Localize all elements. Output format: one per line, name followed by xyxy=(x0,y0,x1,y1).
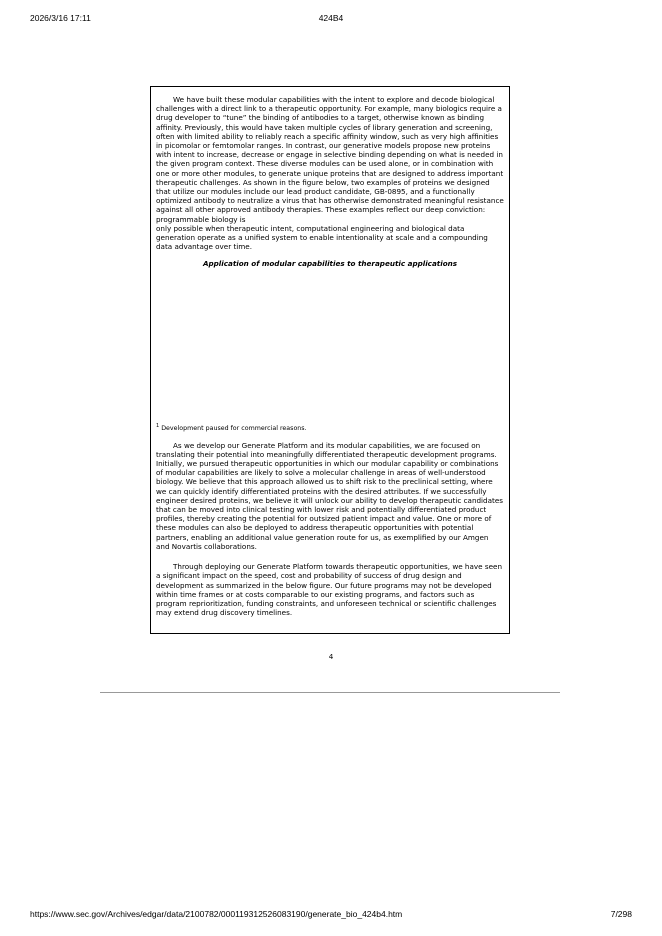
document-content-frame xyxy=(150,86,510,634)
figure-caption: Application of modular capabilities to therapeutic applications xyxy=(202,259,458,269)
footnote-text: Development paused for commercial reasons. xyxy=(161,424,307,432)
paragraph-generate-platform: As we develop our Generate Platform and its modular capabilities, we are focused on translating their potential into meaningfully differentiated therapeutic development programs. Initially, we pursued therapeutic opportunities in which our modular capability or combinations of modular capabilities are likely to solve a molecular challenge in areas of well-understood biology. We believe that this approach allowed us to shift risk to the preclinical setting, where we can quickly identify differentiated proteins with the desired attributes. If we successfully engineer desired proteins, we believe it will unlock our ability to develop therapeutic candidates that can be moved into clinical testing with lower risk and potentially differentiated product profiles, thereby creating the potential for outsized patient impact and value. One or more of these modules can also be deployed to address therapeutic opportunities with potential partners, enabling an additional value generation route for us, as exemplified by our Amgen and Novartis collaborations. xyxy=(156,440,504,551)
print-doc-title: 424B4 xyxy=(318,13,344,23)
print-page-count: 7/298 xyxy=(610,909,632,919)
page-divider xyxy=(100,692,560,693)
page-number: 4 xyxy=(328,652,334,661)
figure-placeholder xyxy=(156,269,504,425)
paragraph-therapeutic-opportunities: Through deploying our Generate Platform towards therapeutic opportunities, we have seen a significant impact on the speed, cost and probability of success of drug design and development as summarized in the below figure. Our future programs may not be developed within time frames or at costs comparable to our existing programs, and factors such as program reprioritization, funding constraints, and unforeseen technical or scientific challenges may extend drug discovery timelines. xyxy=(156,562,502,618)
print-datetime: 2026/3/16 17:11 xyxy=(30,13,91,23)
paragraph-modular-capabilities-continued: only possible when therapeutic intent, computational engineering and biological data generation operate as a unified system to enable intentionality at scale and a compounding data advantage over time. xyxy=(156,223,488,252)
paragraph-modular-capabilities: We have built these modular capabilities with the intent to explore and decode biological challenges with a direct link to a therapeutic opportunity. For example, many biologics require a drug developer to “tune” the binding of antibodies to a target, otherwise known as binding affinity. Previously, this would have taken multiple cycles of library generation and screening, often with limited ability to reliably reach a specific affinity window, such as very high affinities in picomolar or femtomolar ranges. In contrast, our generative models propose new proteins with intent to increase, decrease or engage in selective binding depending on what is needed in the given program context. These diverse modules can be used alone, or in combination with one or more other modules, to generate unique proteins that are designed to address important therapeutic challenges. As shown in the figure below, two examples of proteins we designed that utilize our modules include our lead product candidate, GB-0895, and a functionally optimized antibody to neutralize a virus that has otherwise demonstrated meaningful resistance against all other approved antibody therapies. These examples reflect our deep conviction: programmable biology is xyxy=(156,95,504,224)
footnote-marker: 1 xyxy=(156,422,160,429)
print-url: https://www.sec.gov/Archives/edgar/data/2100782/000119312526083190/generate_bio_424b4.htm xyxy=(30,909,403,919)
footnote xyxy=(156,422,504,433)
